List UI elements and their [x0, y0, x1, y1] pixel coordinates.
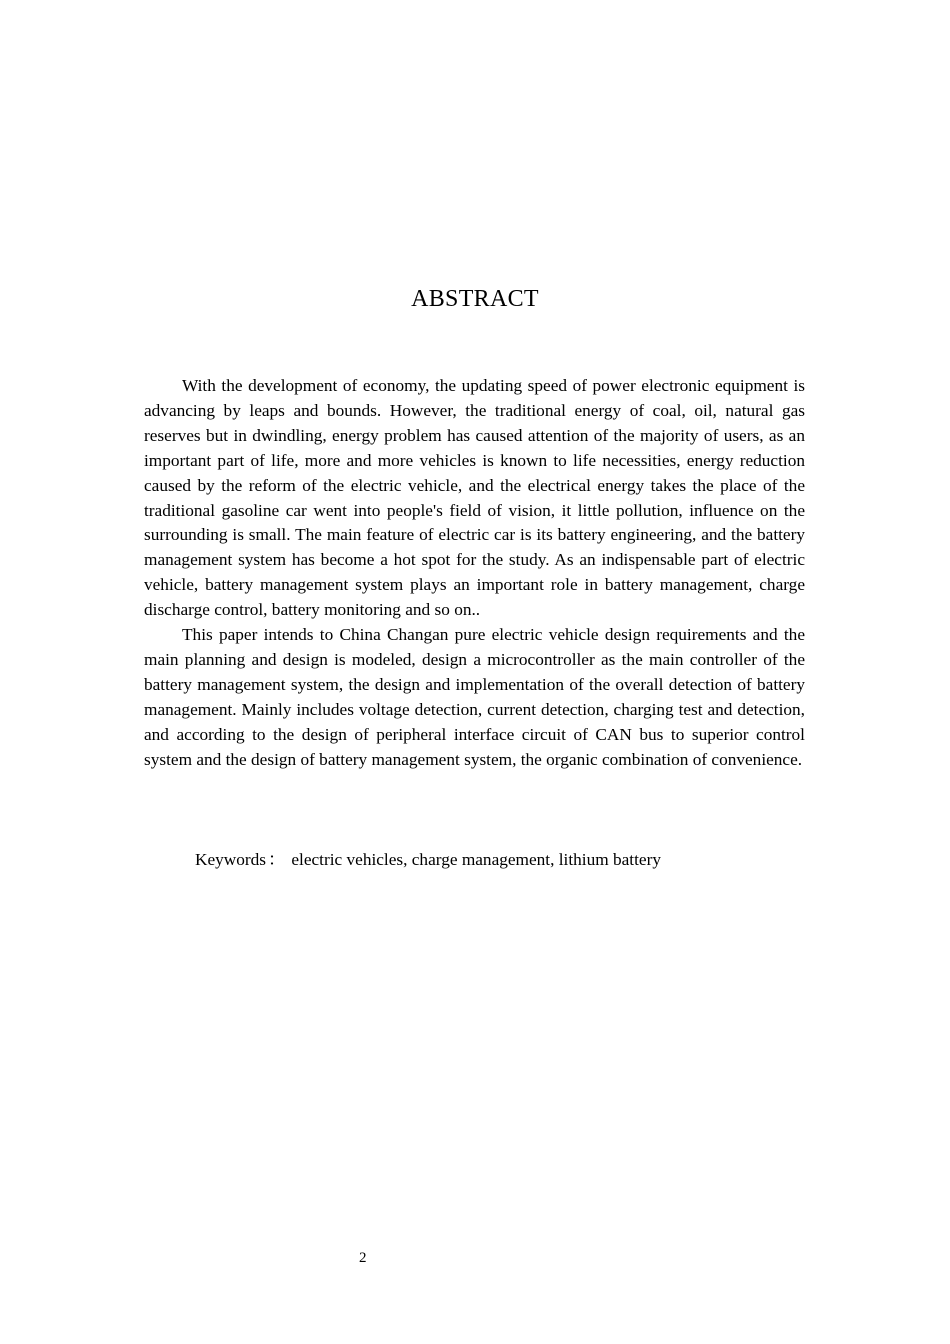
keywords-value: electric vehicles, charge management, lithium battery [291, 850, 661, 869]
keywords-separator: ： [268, 850, 286, 869]
keywords-line [195, 848, 661, 873]
keywords-label: Keywords [195, 850, 267, 869]
abstract-title: ABSTRACT [411, 286, 539, 312]
abstract-body [144, 374, 805, 773]
page-number: 2 [359, 1250, 367, 1266]
abstract-paragraph-1: With the development of economy, the updating speed of power electronic equipment is advancing by leaps and bounds. However, the traditional energy of coal, oil, natural gas reserves but in dwindling, energy problem has caused attention of the majority of users, as an important part of life, more and more vehicles is known to life necessities, energy reduction caused by the reform of the electric vehicle, and the electrical energy takes the place of the traditional gasoline car went into people's field of vision, it little pollution, influence on the surrounding is small. The main feature of electric car is its battery engineering, and the battery management system has become a hot spot for the study. As an indispensable part of electric vehicle, battery management system plays an important role in battery management, charge discharge control, battery monitoring and so on.. [144, 376, 805, 620]
abstract-paragraph-2: This paper intends to China Changan pure electric vehicle design requirements and the main planning and design is modeled, design a microcontroller as the main controller of the battery management system, the design and implementation of the overall detection of battery management. Mainly includes voltage detection, current detection, charging test and detection, and according to the design of peripheral interface circuit of CAN bus to superior control system and the design of battery management system, the organic combination of convenience. [144, 625, 805, 769]
